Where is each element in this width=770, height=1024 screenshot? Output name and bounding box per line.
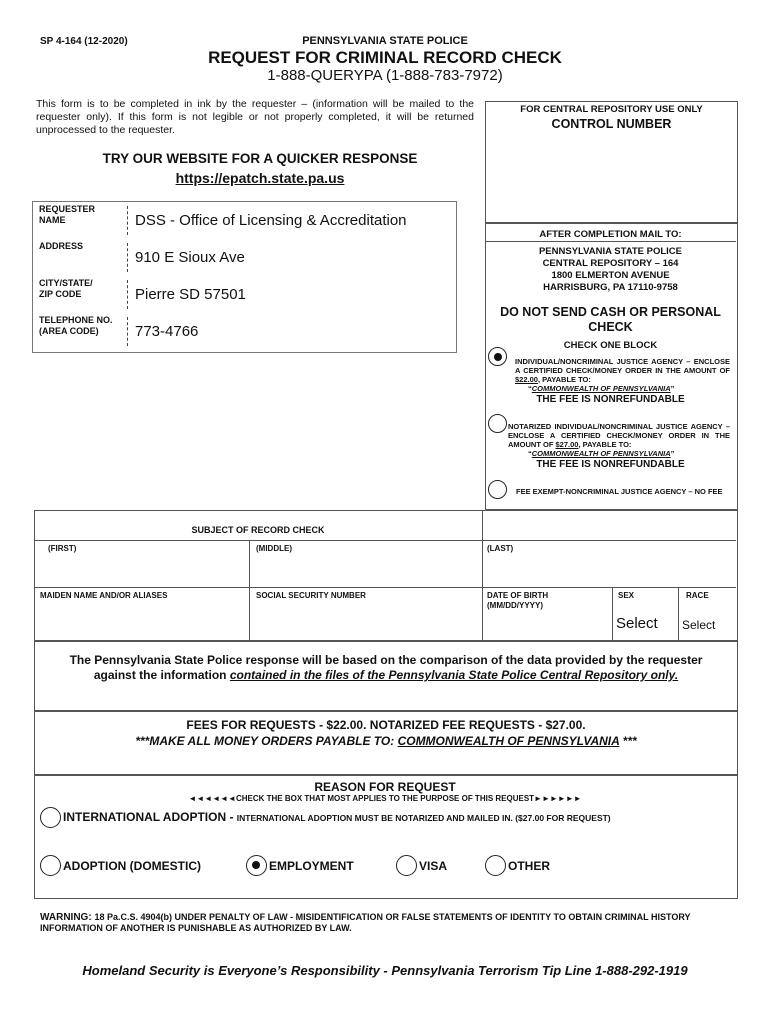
reason-instructions: ◄◄◄◄◄◄CHECK THE BOX THAT MOST APPLIES TO THE PURPOSE OF THIS REQUEST►►►►►►: [188, 794, 582, 803]
response-line-1: The Pennsylvania State Police response will be based on the comparison of the data provided by the requester: [69, 653, 703, 667]
city-label-line1: CITY/STATE/: [39, 278, 93, 288]
divider: [486, 241, 736, 242]
divider: [612, 587, 613, 640]
dob-label-line1: DATE OF BIRTH: [487, 591, 549, 600]
option-notarized-amount: $27.00: [555, 440, 579, 449]
option-notarized-payee: COMMONWEALTH OF PENNSYLVANIA: [531, 449, 671, 458]
reason-international-adoption-radio[interactable]: [40, 807, 61, 828]
reason-visa-radio[interactable]: [396, 855, 417, 876]
requester-name-field[interactable]: DSS - Office of Licensing & Accreditation: [135, 212, 407, 229]
address-line-4: HARRISBURG, PA 17110-9758: [543, 282, 678, 293]
divider: [34, 587, 736, 588]
first-name-field[interactable]: [36, 556, 246, 584]
fees-line-2c: ***: [619, 734, 637, 748]
address-line-2: CENTRAL REPOSITORY – 164: [542, 258, 679, 269]
city-row: [33, 276, 456, 313]
telephone-label: [39, 315, 113, 337]
nonrefundable-note-2: THE FEE IS NONREFUNDABLE: [536, 459, 685, 470]
address-row: [33, 239, 456, 276]
option-fee-exempt-text: FEE EXEMPT-NONCRIMINAL JUSTICE AGENCY – NO FEE: [516, 487, 723, 496]
maiden-name-field[interactable]: [36, 603, 246, 637]
control-number-label: CONTROL NUMBER: [551, 117, 672, 131]
response-line-2: [35, 668, 737, 683]
check-one-block-label: CHECK ONE BLOCK: [563, 340, 658, 351]
option-individual-radio[interactable]: [488, 347, 507, 366]
city-label: [39, 278, 93, 300]
option-notarized-payable: , PAYABLE TO:: [578, 440, 632, 449]
response-statement-box: [34, 640, 738, 712]
divider: [249, 540, 250, 640]
no-cash-line-1: DO NOT SEND CASH OR PERSONAL: [500, 305, 721, 319]
requester-name-label-line2: NAME: [39, 215, 66, 225]
legal-warning: [40, 912, 740, 934]
response-statement: [35, 653, 737, 683]
response-line-2b: contained in the files of the Pennsylvania State Police Central Repository only.: [229, 668, 679, 682]
nonrefundable-note-1: THE FEE IS NONREFUNDABLE: [536, 394, 685, 405]
last-name-field[interactable]: [486, 556, 732, 584]
international-adoption-title: INTERNATIONAL ADOPTION -: [63, 810, 237, 824]
requester-name-label: [39, 204, 95, 226]
fees-line-1: FEES FOR REQUESTS - $22.00. NOTARIZED FEE REQUESTS - $27.00.: [186, 718, 586, 732]
city-state-zip-field[interactable]: Pierre SD 57501: [135, 286, 246, 303]
telephone-label-line2: (AREA CODE): [39, 326, 99, 336]
option-fee-exempt-radio[interactable]: [488, 480, 507, 499]
response-line-2a: against the information: [93, 668, 230, 682]
reason-adoption-radio[interactable]: [40, 855, 61, 876]
divider: [34, 540, 736, 541]
requester-name-row: [33, 202, 456, 239]
hotline-number: 1-888-QUERYPA (1-888-783-7972): [267, 67, 503, 84]
form-title: REQUEST FOR CRIMINAL RECORD CHECK: [208, 48, 562, 67]
address-field[interactable]: 910 E Sioux Ave: [135, 249, 245, 266]
divider: [482, 510, 483, 640]
divider: [127, 317, 128, 346]
website-prompt: TRY OUR WEBSITE FOR A QUICKER RESPONSE: [102, 151, 418, 166]
mail-to-heading: AFTER COMPLETION MAIL TO:: [539, 229, 682, 240]
address-line-1: PENNSYLVANIA STATE POLICE: [538, 246, 683, 257]
international-adoption-note: INTERNATIONAL ADOPTION MUST BE NOTARIZED AND MAILED IN. ($27.00 FOR REQUEST): [236, 813, 611, 823]
ssn-label: SOCIAL SECURITY NUMBER: [256, 591, 366, 600]
reason-international-adoption-label: [63, 810, 611, 824]
middle-name-field[interactable]: [252, 556, 478, 584]
dob-label: [487, 591, 548, 611]
dob-field[interactable]: [486, 613, 608, 637]
warning-text: 18 Pa.C.S. 4904(b) UNDER PENALTY OF LAW - MISIDENTIFICATION OR FALSE STATEMENTS OF IDENTITY TO OBTAIN CRIMINAL HISTORY INFORMATION OF ANOTHER IS PUNISHABLE AS AUTHORIZED BY LAW.: [40, 912, 691, 933]
last-name-label: (LAST): [487, 544, 514, 553]
telephone-row: [33, 313, 456, 350]
reason-employment-radio[interactable]: [246, 855, 267, 876]
option-individual-payable: , PAYABLE TO:: [537, 375, 591, 384]
dob-label-line2: (MM/DD/YYYY): [487, 601, 543, 610]
repository-use-only: FOR CENTRAL REPOSITORY USE ONLY: [520, 104, 703, 115]
address-label: ADDRESS: [39, 241, 84, 251]
sex-label: SEX: [618, 591, 635, 600]
address-line-3: 1800 ELMERTON AVENUE: [551, 270, 670, 281]
option-individual-text: [515, 357, 730, 393]
race-label: RACE: [686, 591, 709, 600]
requester-name-label-line1: REQUESTER: [39, 204, 96, 214]
no-cash-warning: [485, 305, 736, 335]
fees-line-2a: ***MAKE ALL MONEY ORDERS PAYABLE TO:: [135, 734, 398, 748]
instructions: This form is to be completed in ink by the requester – (information will be mailed to the requester only). If this form is not legible or not properly completed, it will be returned unprocessed to the requester.: [36, 98, 474, 136]
terrorism-tip-line: Homeland Security is Everyone’s Responsibility - Pennsylvania Terrorism Tip Line 1-888-292-1919: [82, 963, 688, 978]
option-notarized-desc: NOTARIZED INDIVIDUAL/NONCRIMINAL JUSTICE AGENCY – ENCLOSE A CERTIFIED CHECK/MONEY ORDER IN THE AMOUNT OF: [508, 422, 730, 449]
divider: [127, 243, 128, 272]
city-label-line2: ZIP CODE: [39, 289, 82, 299]
reason-visa-label: VISA: [419, 859, 448, 873]
form-number: SP 4-164 (12-2020): [40, 36, 128, 47]
ssn-field[interactable]: [252, 603, 478, 637]
first-name-label: (FIRST): [48, 544, 77, 553]
sex-select[interactable]: Select: [616, 615, 658, 632]
mailing-address: [485, 246, 736, 294]
fees-statement: [35, 717, 737, 749]
option-individual-payee: COMMONWEALTH OF PENNSYLVANIA: [531, 384, 671, 393]
subject-heading: SUBJECT OF RECORD CHECK: [191, 525, 325, 535]
reason-employment-label: EMPLOYMENT: [269, 859, 354, 873]
reason-adoption-label: ADOPTION (DOMESTIC): [63, 859, 201, 873]
divider: [678, 587, 679, 640]
fees-line-2: [35, 733, 737, 749]
fees-payee: COMMONWEALTH OF PENNSYLVANIA: [397, 734, 620, 748]
fees-box: [34, 710, 738, 776]
option-notarized-payee-line: “COMMONWEALTH OF PENNSYLVANIA”: [528, 449, 675, 458]
middle-name-label: (MIDDLE): [256, 544, 292, 553]
reason-heading: REASON FOR REQUEST: [314, 780, 456, 794]
option-notarized-text: [508, 422, 730, 458]
warning-label: WARNING:: [40, 912, 95, 923]
no-cash-line-2: CHECK: [588, 320, 633, 334]
telephone-label-line1: TELEPHONE NO.: [39, 315, 113, 325]
option-individual-payee-line: “COMMONWEALTH OF PENNSYLVANIA”: [528, 384, 675, 393]
maiden-name-label: MAIDEN NAME AND/OR ALIASES: [40, 591, 168, 600]
agency-name: PENNSYLVANIA STATE POLICE: [302, 35, 468, 47]
reason-other-label: OTHER: [508, 859, 550, 873]
race-select[interactable]: Select: [682, 618, 716, 632]
option-individual-amount: $22.00: [515, 375, 538, 384]
website-link[interactable]: https://epatch.state.pa.us: [175, 170, 345, 186]
divider: [127, 206, 128, 235]
option-notarized-radio[interactable]: [488, 414, 507, 433]
requester-block: [32, 201, 457, 353]
central-repository-box: [485, 101, 738, 223]
divider: [127, 280, 128, 309]
option-individual-desc: INDIVIDUAL/NONCRIMINAL JUSTICE AGENCY – ENCLOSE A CERTIFIED CHECK/MONEY ORDER IN THE AMOUNT OF: [515, 357, 730, 375]
telephone-field[interactable]: 773-4766: [135, 323, 199, 340]
reason-other-radio[interactable]: [485, 855, 506, 876]
